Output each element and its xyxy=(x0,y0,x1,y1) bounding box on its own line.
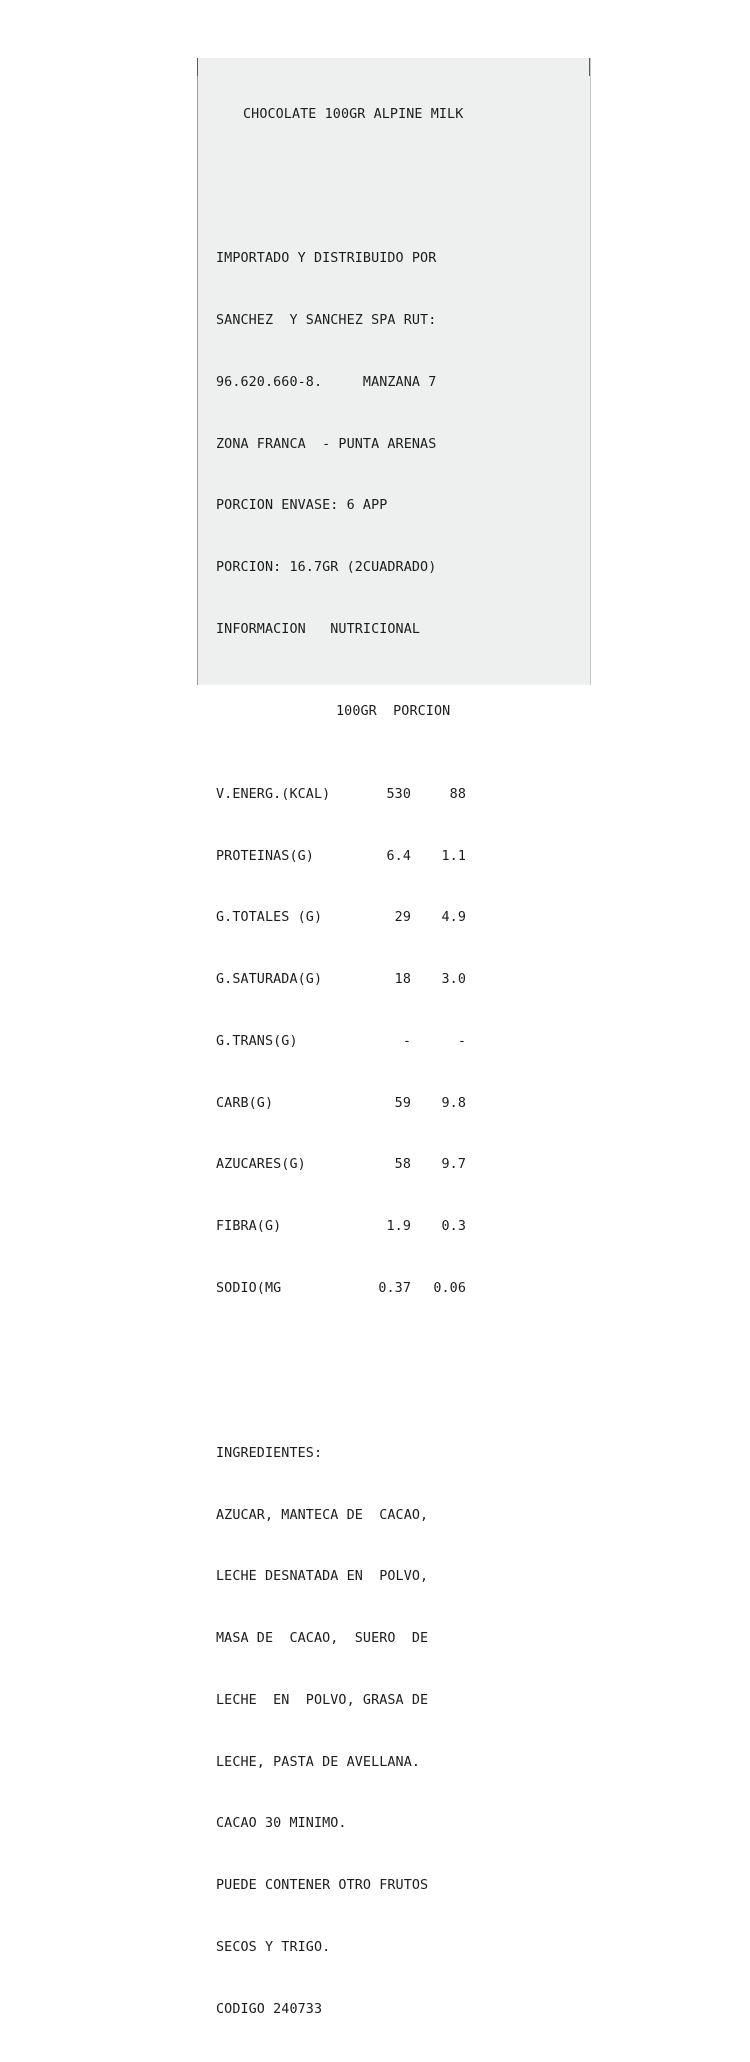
nutrient-name: G.TRANS(G) xyxy=(216,1033,298,1049)
nutrient-value-100gr: 0.37 xyxy=(378,1281,411,1297)
nutrition-row xyxy=(216,1217,586,1238)
nutrient-name: G.TOTALES (G) xyxy=(216,910,323,926)
nutrition-row xyxy=(216,1032,586,1053)
ingredients-line: MASA DE CACAO, SUERO DE xyxy=(216,1631,429,1647)
product-title: CHOCOLATE 100GR ALPINE MILK xyxy=(243,107,464,123)
spacer xyxy=(216,167,586,188)
column-header-portion: PORCION xyxy=(393,704,451,720)
ingredients-heading: INGREDIENTES: xyxy=(216,1445,323,1461)
product-code: CODIGO 240733 xyxy=(216,2001,323,2017)
nutrition-row xyxy=(216,970,586,991)
portion-size-line: PORCION: 16.7GR (2CUADRADO) xyxy=(216,560,437,576)
nutrient-value-100gr: 29 xyxy=(394,910,411,926)
nutrient-value-portion: 0.06 xyxy=(433,1281,466,1297)
nutrition-row xyxy=(216,785,586,806)
label-text xyxy=(216,64,586,2062)
portion-count-line: PORCION ENVASE: 6 APP xyxy=(216,498,388,514)
ingredients-line: LECHE, PASTA DE AVELLANA. xyxy=(216,1754,421,1770)
nutrition-row xyxy=(216,847,586,868)
allergen-line: PUEDE CONTENER OTRO FRUTOS xyxy=(216,1878,429,1894)
nutrient-value-portion: 3.0 xyxy=(441,972,466,988)
nutrition-label-card xyxy=(197,58,591,2017)
importer-line: SANCHEZ Y SANCHEZ SPA RUT: xyxy=(216,313,437,329)
nutrient-name: CARB(G) xyxy=(216,1095,274,1111)
nutrient-name: G.SATURADA(G) xyxy=(216,972,323,988)
nutrient-value-100gr: - xyxy=(402,1033,411,1049)
nutrient-value-100gr: 59 xyxy=(394,1095,411,1111)
nutrient-value-portion: 9.8 xyxy=(441,1095,466,1111)
importer-line: 96.620.660-8. MANZANA 7 xyxy=(216,374,437,390)
nutrition-heading: INFORMACION NUTRICIONAL xyxy=(216,622,421,638)
ingredients-line: AZUCAR, MANTECA DE CACAO, xyxy=(216,1507,429,1523)
cacao-content-line: CACAO 30 MINIMO. xyxy=(216,1816,347,1832)
nutrient-value-portion: 0.3 xyxy=(441,1219,466,1235)
nutrient-name: FIBRA(G) xyxy=(216,1219,282,1235)
nutrient-value-100gr: 6.4 xyxy=(386,848,411,864)
importer-line: IMPORTADO Y DISTRIBUIDO POR xyxy=(216,251,437,267)
nutrient-name: SODIO(MG xyxy=(216,1281,282,1297)
nutrient-value-100gr: 1.9 xyxy=(386,1219,411,1235)
nutrient-name: AZUCARES(G) xyxy=(216,1157,306,1173)
nutrition-row xyxy=(216,1094,586,1115)
nutrition-column-headers xyxy=(216,702,586,723)
nutrient-value-100gr: 18 xyxy=(394,972,411,988)
importer-line: ZONA FRANCA - PUNTA ARENAS xyxy=(216,436,437,452)
nutrition-row xyxy=(216,1155,586,1176)
nutrient-value-portion: 4.9 xyxy=(441,910,466,926)
nutrient-value-portion: 9.7 xyxy=(441,1157,466,1173)
nutrient-value-portion: 1.1 xyxy=(441,848,466,864)
ingredients-line: LECHE DESNATADA EN POLVO, xyxy=(216,1569,429,1585)
ingredients-line: LECHE EN POLVO, GRASA DE xyxy=(216,1692,429,1708)
nutrient-value-100gr: 58 xyxy=(394,1157,411,1173)
card-edge-mark xyxy=(589,58,590,76)
column-header-100gr: 100GR xyxy=(336,704,377,720)
allergen-line: SECOS Y TRIGO. xyxy=(216,1940,331,1956)
card-edge-mark xyxy=(197,58,198,76)
nutrient-name: V.ENERG.(KCAL) xyxy=(216,786,331,802)
nutrient-value-portion: 88 xyxy=(449,786,466,802)
nutrient-name: PROTEINAS(G) xyxy=(216,848,314,864)
spacer xyxy=(216,1361,586,1382)
nutrition-row xyxy=(216,1279,586,1300)
nutrient-value-portion: - xyxy=(457,1033,466,1049)
nutrition-row xyxy=(216,908,586,929)
nutrient-value-100gr: 530 xyxy=(386,786,411,802)
